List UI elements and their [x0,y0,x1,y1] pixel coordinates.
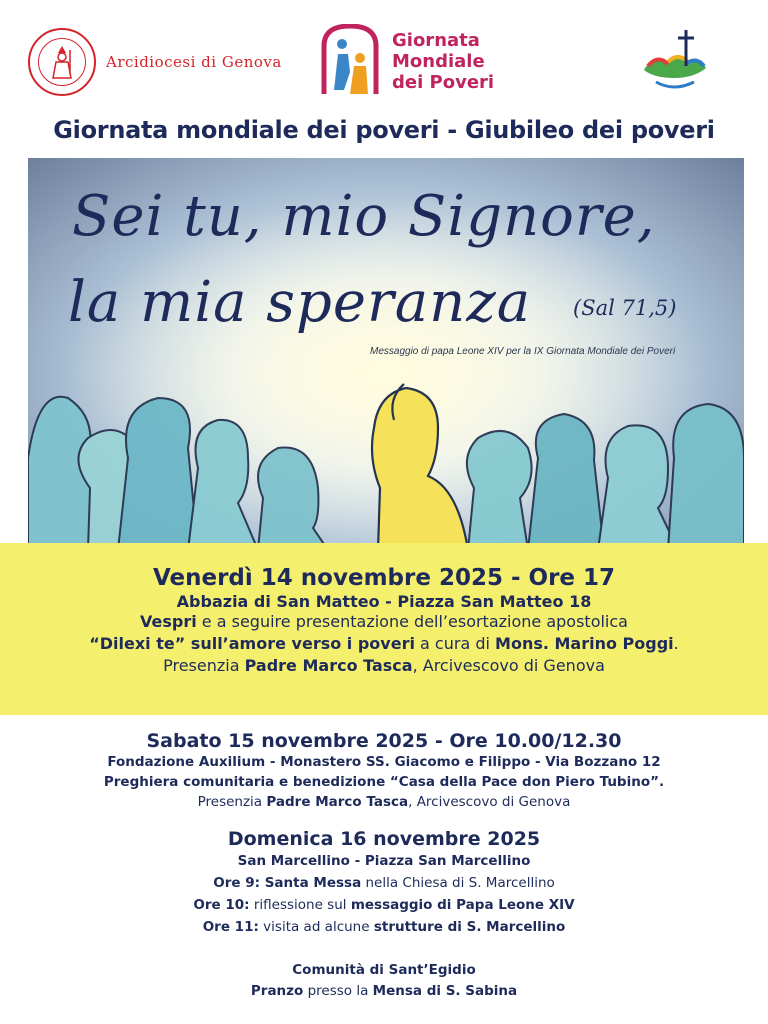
saturday-section [0,730,768,812]
gmp-logo [320,24,494,98]
lunch-section [0,960,768,1002]
lunch-bold: Pranzo [250,983,304,999]
archdiocese-logo [28,28,282,96]
friday-line-1 [0,611,768,633]
saturday-line-2: Preghiera comunitaria e benedizione “Casa della Pace don Piero Tubino”. [103,774,665,790]
saturday-line-3 [0,792,768,812]
gmp-line-2: Mondiale [392,50,485,72]
community-name: Comunità di Sant’Egidio [292,962,476,978]
gmp-wordmark [392,30,494,93]
archdiocese-seal-icon [28,28,96,96]
friday-l2-bold-2: Mons. Marino Poggi [495,634,674,653]
sunday-l4-bold: Ore 11: [202,919,259,935]
friday-l2-text-2: . [673,634,679,653]
friday-l3-text-2: , Arcivescovo di Genova [412,656,605,675]
friday-l2-bold: “Dilexi te” sull’amore verso i poveri [89,634,415,653]
gmp-line-3: dei Poveri [392,71,495,93]
friday-line-2 [0,633,768,655]
sunday-l2-text: nella Chiesa di S. Marcellino [361,875,555,891]
saturday-l3-text: Presenzia [197,794,267,810]
lunch-text: presso la [303,983,373,999]
friday-line-3 [0,655,768,677]
saturday-l3-text-2: , Arcivescovo di Genova [408,794,571,810]
gmp-line-1: Giornata [392,29,480,51]
sunday-l3-bold-2: messaggio di Papa Leone XIV [350,897,575,913]
friday-band [0,543,768,715]
sunday-l4-bold-2: strutture di S. Marcellino [373,919,566,935]
friday-l1-bold: Vespri [140,612,197,631]
friday-l1-text: e a seguire presentazione dell’esortazione apostolica [196,612,628,631]
jubilee-2025-logo-icon [634,22,714,102]
hero-illustration [28,158,744,550]
hero-title-line-2: la mia speranza [68,270,532,335]
hero-title-line-1: Sei tu, mio Signore, [72,184,656,249]
lunch-bold-2: Mensa di S. Sabina [372,983,518,999]
hero-message-caption: Messaggio di papa Leone XIV per la IX Giornata Mondiale dei Poveri [370,346,676,357]
sunday-l4-text: visita ad alcune [258,919,374,935]
saturday-line-1: Fondazione Auxilium - Monastero SS. Giacomo e Filippo - Via Bozzano 12 [107,754,661,770]
archdiocese-name: Arcidiocesi di Genova [106,53,282,71]
headline: Giornata mondiale dei poveri - Giubileo dei poveri [53,116,715,144]
sunday-section [0,828,768,938]
friday-place: Abbazia di San Matteo - Piazza San Matteo 18 [176,592,592,611]
saturday-title: Sabato 15 novembre 2025 - Ore 10.00/12.30 [146,730,622,752]
sunday-line-2 [0,872,768,894]
sunday-line-3 [0,894,768,916]
friday-date: Venerdì 14 novembre 2025 - Ore 17 [152,565,616,591]
friday-l2-text: a cura di [414,634,496,653]
gmp-figures-icon [320,24,380,98]
saturday-l3-bold: Padre Marco Tasca [266,794,409,810]
sunday-l3-bold: Ore 10: [193,897,250,913]
psalm-reference: (Sal 71,5) [573,296,677,320]
lunch-line [0,981,768,1002]
sunday-title: Domenica 16 novembre 2025 [227,828,541,850]
logo-bar [0,0,768,110]
sunday-line-1: San Marcellino - Piazza San Marcellino [237,853,531,869]
friday-l3-bold: Padre Marco Tasca [244,656,413,675]
sunday-l3-text: riflessione sul [249,897,351,913]
friday-l3-text: Presenzia [163,656,245,675]
sunday-l2-bold: Ore 9: Santa Messa [213,875,362,891]
sunday-line-4 [0,916,768,938]
